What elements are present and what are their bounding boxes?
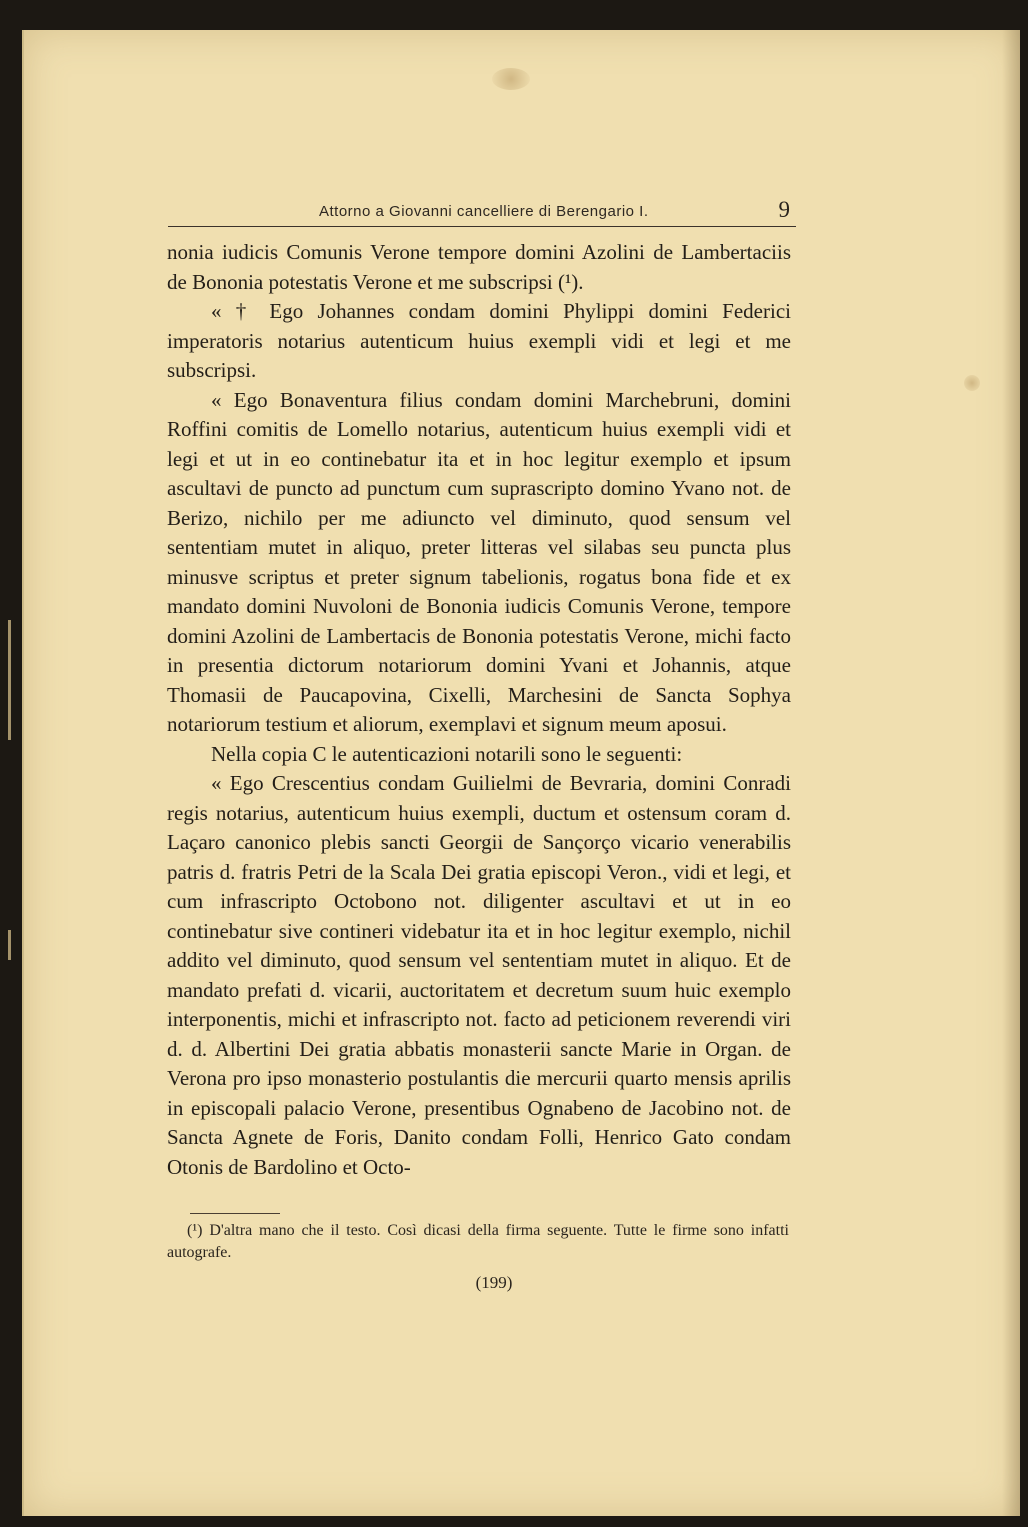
paper-sheet	[22, 30, 1020, 1516]
paper-stain	[964, 375, 980, 391]
page-edge-shadow	[1002, 30, 1020, 1516]
paper-stain	[492, 68, 530, 90]
sheet-number: (199)	[475, 1273, 513, 1292]
header-rule	[168, 226, 796, 227]
page-number: 9	[778, 197, 790, 222]
paragraph: Nella copia C le autenticazioni notarili sono le seguenti:	[211, 741, 683, 766]
binding-mark	[8, 620, 11, 740]
footnote	[167, 1220, 789, 1264]
paragraph: nonia iudicis Comunis Verone tempore domini Azolini de Lambertaciis de Bononia potestatis Verone et me subscripsi (¹).	[167, 240, 791, 294]
footnote-rule	[190, 1213, 280, 1214]
paragraph: « † Ego Johannes condam domini Phylippi domini Federici imperatoris notarius autenticum huius exempli vidi et legi et me subscripsi.	[167, 299, 791, 382]
footnote-text: (¹) D'altra mano che il testo. Così dicasi della firma seguente. Tutte le firme sono infatti autografe.	[167, 1222, 789, 1261]
main-text	[167, 238, 791, 1182]
running-header	[169, 195, 794, 223]
paragraph: « Ego Crescentius condam Guilielmi de Bevraria, domini Conradi regis notarius, autenticum huius exempli, ductum et ostensum coram d. Laçaro canonico plebis sancti Georgii de Sançorço vicario venerabilis patris d. fratris Petri de la Scala Dei gratia episcopi Veron., vidi et legi, et cum infrascripto Octobono not. diligenter ascultavi et ut in eo continebatur sive contineri videbatur ita et in hoc legitur exemplo, nichil addito vel diminuto, quod sensum vel sententiam mutet in aliquo. Et de mandato prefati d. vicarii, auctoritatem et decretum suum huic exemplo interponentis, michi et infrascripto not. facto ad peticionem reverendi viri d. d. Albertini Dei gratia abbatis monasterii sancte Marie in Organ. de Verona pro ipso monasterio postulantis die mercurii quarto mensis aprilis in episcopali palacio Verone, presentibus Ognabeno de Jacobino not. de Sancta Agnete de Foris, Danito condam Folli, Henrico Gato condam Otonis de Bardolino et Octo-	[167, 771, 791, 1179]
paragraph: « Ego Bonaventura filius condam domini Marchebruni, domini Roffini comitis de Lomello notarius, autenticum huius exempli vidi et legi et ut in eo continebatur ita et in hoc legitur exemplo et ipsum ascultavi de puncto ad punctum cum suprascripto domino Yvano not. de Berizo, nichilo per me adiuncto vel diminuto, quod sensum vel sententiam mutet in aliquo, preter litteras vel silabas seu puncta plus minusve scriptus et preter signum tabelionis, rogatus bona fide et ex mandato domini Nuvoloni de Bononia iudicis Comunis Verone, tempore domini Azolini de Lambertacis de Bononia potestatis Verone, michi facto in presentia dictorum notariorum domini Yvani et Johannis, atque Thomasii de Paucapovina, Cixelli, Marchesini de Sancta Sophya notariorum testium et aliorum, exemplavi et signum meum aposui.	[167, 387, 791, 736]
binding-mark	[8, 930, 11, 960]
running-title: Attorno a Giovanni cancelliere di Berengario I.	[319, 203, 649, 220]
